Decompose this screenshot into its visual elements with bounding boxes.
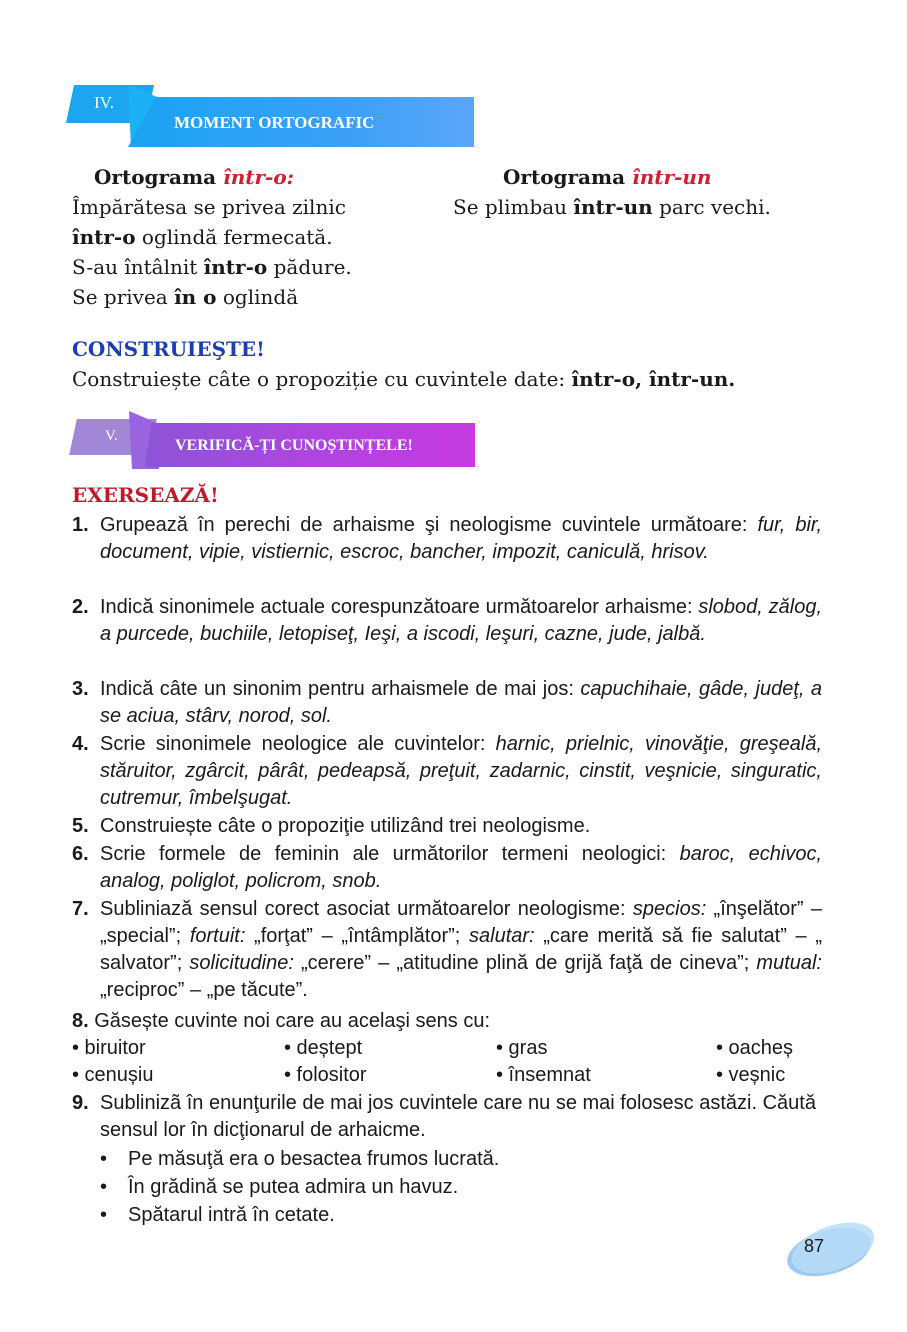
word-item: • însemnat	[496, 1064, 591, 1086]
example-text: Se plimbau	[453, 195, 574, 219]
instruction-bold: într-o, într-un.	[571, 367, 736, 391]
exercise-text: Subliniază sensul corect asociat următoarelor neologisme:	[100, 898, 633, 920]
word-item: • oacheș	[716, 1037, 794, 1059]
bullet-item: • În grădină se putea admira un havuz.	[100, 1173, 499, 1201]
orthogram-right-example	[453, 192, 771, 222]
exercise-text: Găsește cuvinte noi care au acelaşi sens cu:	[94, 1010, 491, 1032]
exercise-number: 9.	[72, 1092, 89, 1114]
section-banner-5	[73, 411, 483, 471]
exercise-words: baroc, echivoc, analog, poliglot, policrom, snob.	[100, 843, 822, 892]
example-bold: într-o	[72, 225, 136, 249]
orthogram-label: Ortograma	[94, 165, 224, 189]
orthogram-label: Ortograma	[503, 165, 633, 189]
section-number: V.	[105, 428, 118, 444]
example-text: oglindă	[216, 285, 299, 309]
exercise-text: „cerere” – „atitudine plină de grijă faţă de cineva”;	[293, 952, 757, 974]
example-line	[72, 252, 352, 282]
orthogram-term: într-o:	[223, 165, 295, 189]
example-text: oglindă fermecată.	[135, 225, 333, 249]
section-number: IV.	[94, 93, 114, 112]
exercise-6	[72, 841, 822, 895]
exercise-term: fortuit:	[189, 925, 246, 947]
exercise-1	[72, 512, 822, 566]
bullet-item: • Spătarul intră în cetate.	[100, 1201, 499, 1229]
exercise-term: specios:	[632, 898, 707, 920]
section-banner-4	[70, 85, 480, 150]
exercise-words: fur, bir, document, vipie, vistiernic, escroc, bancher, impozit, caniculă, hrisov.	[100, 514, 822, 563]
page-number: 87	[804, 1236, 825, 1256]
orthogram-term: într-un	[632, 165, 712, 189]
exercise-words: slobod, zălog, a purcede, buchiile, letopiseţ, Ieşi, a iscodi, leşuri, cazne, jude, jalbă.	[100, 596, 823, 645]
word-item: • biruitor	[72, 1037, 146, 1059]
orthogram-right-heading	[503, 162, 711, 192]
exercise-term: mutual:	[756, 952, 822, 974]
example-bold: într-un	[573, 195, 653, 219]
page-number-badge	[776, 1220, 876, 1282]
construieste-heading: CONSTRUIEŞTE!	[72, 337, 265, 361]
exercise-text: „înşelător” – „special”;	[100, 898, 822, 947]
exercise-number: 2.	[72, 596, 89, 618]
example-text: S-au întâlnit	[72, 255, 204, 279]
exercise-number: 6.	[72, 843, 89, 865]
exercise-number: 5.	[72, 815, 89, 837]
example-text: Se privea	[72, 285, 175, 309]
instruction-text: Construiește câte o propoziție cu cuvintele date:	[72, 367, 572, 391]
exercise-2	[72, 594, 822, 648]
exerseaza-heading: EXERSEAZĂ!	[72, 483, 219, 507]
exercise-text: Sublinizã în enunţurile de mai jos cuvintele care nu se mai folosesc astăzi. Căută sensul lor în dicţionarul de arhaicme.	[100, 1092, 816, 1141]
exercise-3	[72, 676, 822, 730]
example-text: parc vechi.	[652, 195, 771, 219]
exercise-4	[72, 731, 822, 812]
bullet-item: • Pe măsuţă era o besactea frumos lucrată.	[100, 1145, 499, 1173]
exercise-text: „care merită să fie salutat” – „ salvator”;	[100, 925, 822, 974]
exercise-text: „reciproc” – „pe tăcute”.	[100, 979, 308, 1001]
exercise-words: harnic, prielnic, vinovăţie, greşeală, stăruitor, zgârcit, pârât, pedeapsă, preţuit, zadarnic, cinstit, veşnicie, singuratic, cutremur, îmbelşugat.	[100, 733, 822, 809]
exercise-7	[72, 896, 822, 1004]
example-line	[72, 282, 352, 312]
exercise-text: Grupează în perechi de arhaisme şi neologisme cuvintele următoare:	[100, 514, 758, 536]
exercise-text: „forţat” – „întâmplător”;	[245, 925, 469, 947]
example-line	[72, 192, 352, 222]
exercise-9	[72, 1090, 822, 1144]
exercise-number: 7.	[72, 898, 89, 920]
exercise-text: Indică sinonimele actuale corespunzătoare următoarelor arhaisme:	[100, 596, 699, 618]
orthogram-left-examples	[72, 192, 352, 312]
exercise-text: Scrie formele de feminin ale următorilor termeni neologici:	[100, 843, 680, 865]
orthogram-left-heading	[94, 162, 294, 192]
example-bold: în o	[174, 285, 217, 309]
word-item: • deștept	[284, 1037, 363, 1059]
exercise-term: solicitudine:	[189, 952, 294, 974]
example-text: pădure.	[267, 255, 352, 279]
exercise-term: salutar:	[469, 925, 535, 947]
exercise-text: Scrie sinonimele neologice ale cuvintelor:	[100, 733, 496, 755]
exercise-5	[72, 813, 822, 840]
construieste-text	[72, 364, 735, 394]
exercise-number: 3.	[72, 678, 89, 700]
exercise-number: 1.	[72, 514, 89, 536]
word-item: • cenușiu	[72, 1064, 154, 1086]
example-text: Împărătesa se privea zilnic	[72, 195, 346, 219]
exercise-words: capuchihaie, gâde, judeţ, a se aciua, stârv, norod, sol.	[100, 678, 822, 727]
exercise-number: 4.	[72, 733, 89, 755]
section-title: MOMENT ORTOGRAFIC	[174, 113, 375, 132]
exercise-8	[72, 1008, 822, 1035]
section-title: VERIFICĂ-ȚI CUNOȘTINȚELE!	[175, 437, 413, 454]
exercise-number: 8.	[72, 1010, 89, 1032]
exercise-text: Construiește câte o propoziţie utilizând trei neologisme.	[100, 815, 591, 837]
example-bold: într-o	[203, 255, 268, 279]
word-grid	[72, 1035, 822, 1089]
word-item: • gras	[496, 1037, 548, 1059]
exercise-9-bullets	[100, 1145, 499, 1229]
example-line	[72, 222, 352, 252]
word-item: • veșnic	[716, 1064, 786, 1086]
word-item: • folositor	[284, 1064, 367, 1086]
exercise-text: Indică câte un sinonim pentru arhaismele de mai jos:	[100, 678, 581, 700]
